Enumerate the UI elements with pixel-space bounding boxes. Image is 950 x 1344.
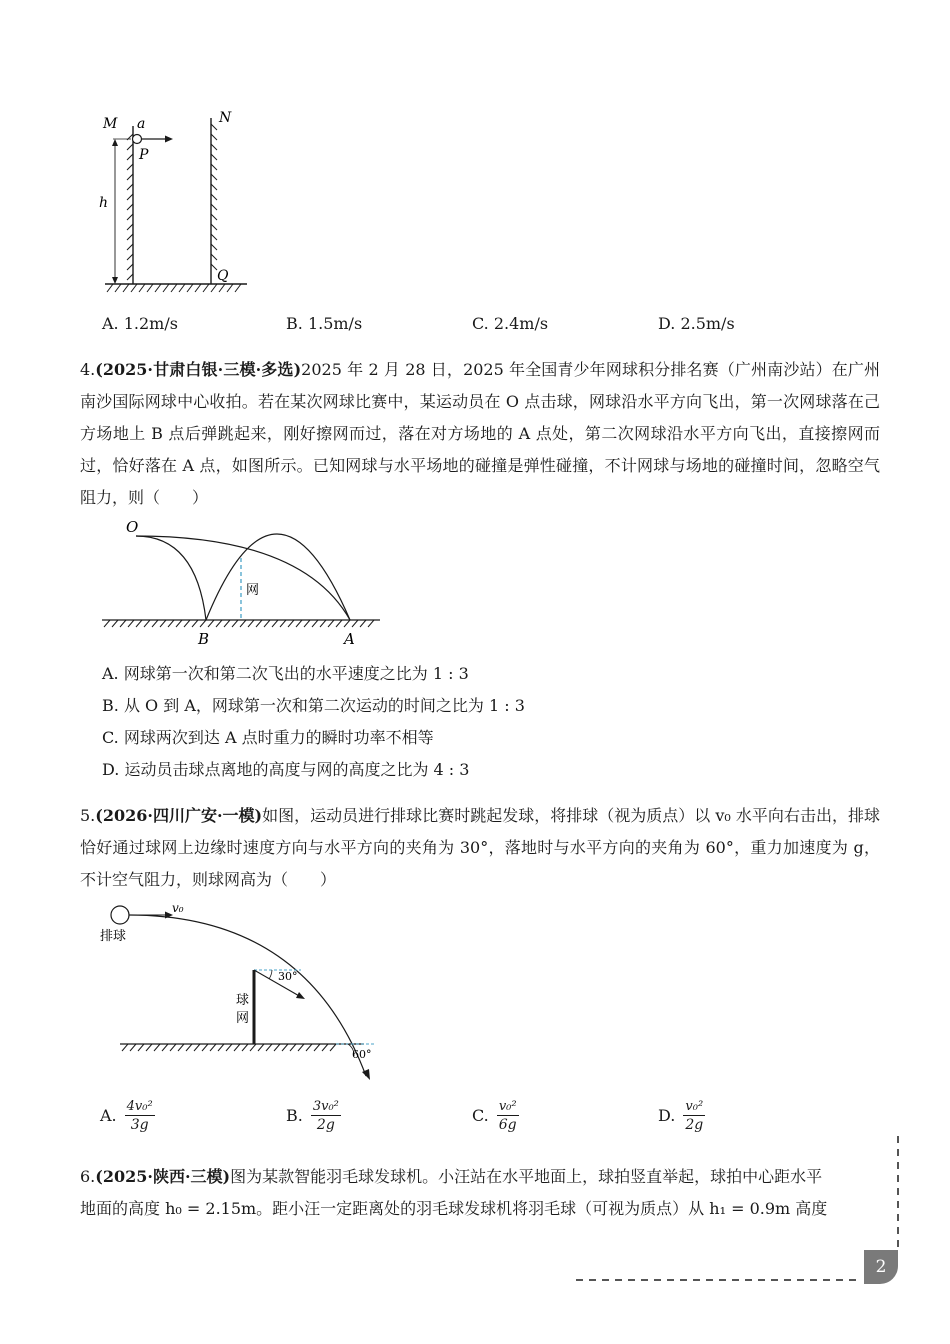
q4-stem — [80, 354, 880, 514]
label-q: Q — [217, 268, 229, 284]
label-net-1: 球 — [236, 993, 250, 1008]
label-b: B — [198, 630, 210, 648]
option-text: 1.5m/s — [307, 314, 363, 333]
q6-source: (2025·陕西·三模) — [95, 1167, 231, 1186]
option-letter: B. — [102, 696, 119, 715]
label-net: 网 — [246, 583, 260, 598]
q4-option-d[interactable] — [102, 759, 469, 781]
option-text: 从 O 到 A，网球第一次和第二次运动的时间之比为 1 : 3 — [123, 696, 525, 715]
option-text: 1.2m/s — [123, 314, 178, 333]
option-letter: A. — [102, 314, 119, 333]
option-fraction — [125, 1099, 155, 1134]
q5-source: (2026·四川广安·一模) — [95, 806, 263, 825]
label-m: M — [103, 116, 118, 132]
fraction-numerator: 3v₀² — [312, 1099, 339, 1114]
option-letter: B. — [286, 1106, 303, 1125]
option-fraction — [311, 1099, 341, 1134]
option-letter: C. — [472, 1106, 489, 1125]
option-letter: D. — [102, 760, 120, 779]
q3-option-c[interactable] — [472, 314, 548, 333]
label-30: 30° — [278, 970, 298, 983]
q6-text-2: 地面的高度 h₀ = 2.15m。距小汪一定距离处的羽毛球发球机将羽毛球（可视为质点）从 h₁ = 0.9m 高度 — [80, 1199, 828, 1218]
q4-figure — [98, 516, 388, 650]
q4-number: 4. — [80, 360, 96, 379]
q5-option-b[interactable] — [286, 1099, 341, 1134]
q5-text: 如图，运动员进行排球比赛时跳起发球，将排球（视为质点）以 v₀ 水平向右击出，排球恰好通过球网上边缘时速度方向与水平方向的夹角为 30°，落地时与水平方向的夹角为 60°，重力加速度为 g，不计空气阻力，则球网高为（ ） — [80, 806, 880, 889]
q3-figure — [95, 108, 255, 298]
fraction-numerator: v₀² — [683, 1099, 705, 1116]
option-letter: C. — [472, 314, 489, 333]
option-text: 运动员击球点离地的高度与网的高度之比为 4 : 3 — [124, 760, 470, 779]
label-a-point: A — [344, 630, 355, 648]
option-fraction — [683, 1099, 705, 1134]
page-number: 2 — [864, 1250, 898, 1284]
q5-stem — [80, 800, 880, 896]
q5-figure — [96, 898, 386, 1084]
option-letter: D. — [658, 314, 676, 333]
label-v0: v₀ — [172, 901, 184, 915]
label-a: a — [137, 116, 146, 132]
option-letter: A. — [100, 1106, 117, 1125]
option-fraction — [497, 1099, 519, 1134]
label-net-2: 网 — [236, 1011, 250, 1026]
q4-option-c[interactable] — [102, 727, 434, 749]
fraction-denominator: 2g — [316, 1117, 335, 1133]
label-n: N — [219, 110, 232, 126]
q5-number: 5. — [80, 806, 96, 825]
fraction-denominator: 6g — [498, 1117, 517, 1133]
option-letter: A. — [102, 664, 119, 683]
q5-option-a[interactable] — [100, 1099, 155, 1134]
fraction-numerator: v₀² — [497, 1099, 519, 1116]
label-ball: 排球 — [100, 929, 127, 944]
option-text: 2.4m/s — [493, 314, 549, 333]
q3-option-b[interactable] — [286, 314, 362, 333]
option-letter: B. — [286, 314, 303, 333]
q3-option-a[interactable] — [102, 314, 178, 333]
label-p: P — [139, 147, 149, 163]
label-60: 60° — [352, 1048, 372, 1061]
q4-source: (2025·甘肃白银·三模·多选) — [95, 360, 302, 379]
option-text: 网球两次到达 A 点时重力的瞬时功率不相等 — [123, 728, 434, 747]
q6-text-1: 图为某款智能羽毛球发球机。小汪站在水平地面上，球拍竖直举起，球拍中心距水平 — [230, 1167, 823, 1186]
option-text: 2.5m/s — [680, 314, 735, 333]
option-letter: C. — [102, 728, 119, 747]
q4-text: 2025 年 2 月 28 日，2025 年全国青少年网球积分排名赛（广州南沙站）在广州南沙国际网球中心收拍。若在某次网球比赛中，某运动员在 O 点击球，网球沿水平方向飞出，第一次网球落在己方场地上 B 点后弹跳起来，刚好擦网而过，落在对方场地的 A 点处，第二次网球沿水平方向飞出，直接擦网而过，恰好落在 A 点，如图所示。已知网球与水平场地的碰撞是弹性碰撞，不计网球与场地的碰撞时间，忽略空气阻力，则（ ） — [80, 360, 880, 507]
option-letter: D. — [658, 1106, 676, 1125]
q5-option-c[interactable] — [472, 1099, 519, 1134]
label-h: h — [99, 195, 109, 211]
q5-option-d[interactable] — [658, 1099, 705, 1134]
fraction-denominator: 2g — [685, 1117, 704, 1133]
q4-option-a[interactable] — [102, 663, 469, 685]
q3-option-d[interactable] — [658, 314, 735, 333]
fraction-denominator: 3g — [130, 1117, 149, 1133]
q6-number: 6. — [80, 1167, 96, 1186]
q4-option-b[interactable] — [102, 695, 525, 717]
option-text: 网球第一次和第二次飞出的水平速度之比为 1 : 3 — [123, 664, 469, 683]
label-o: O — [126, 518, 139, 536]
fraction-numerator: 4v₀² — [126, 1099, 153, 1114]
page-corner-decoration — [570, 1130, 910, 1290]
